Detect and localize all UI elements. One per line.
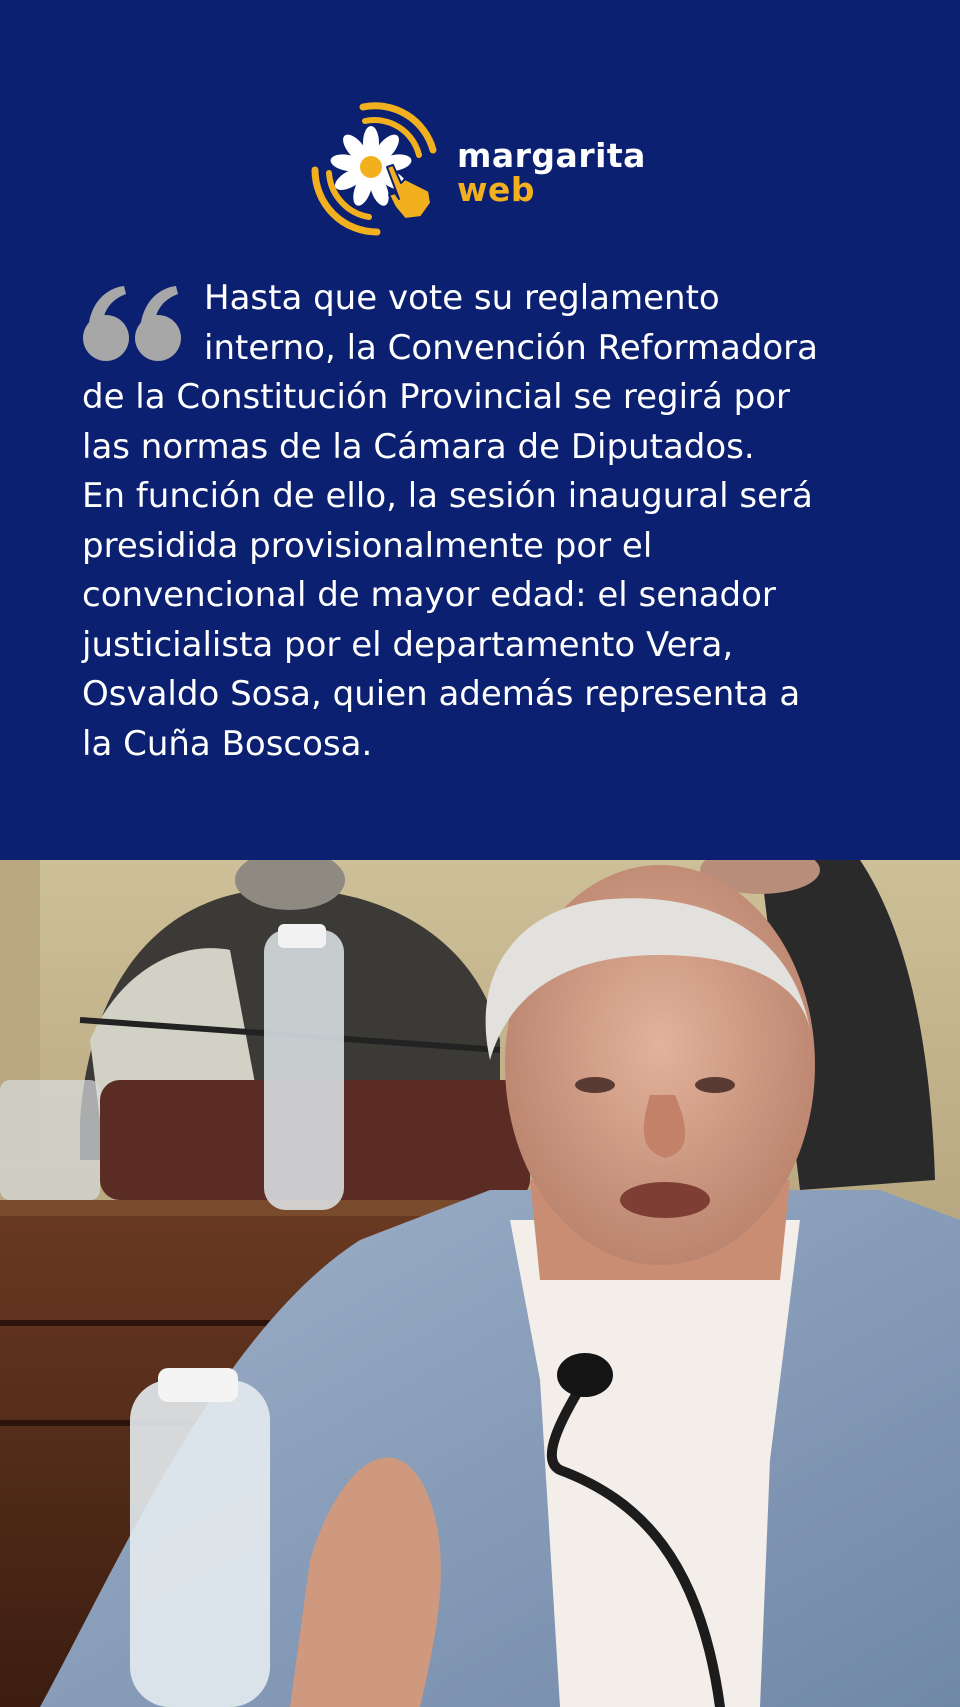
quote-line: En función de ello, la sesión inaugural será <box>82 476 813 516</box>
daisy-logo-icon <box>305 95 445 240</box>
speaker-photo <box>0 860 960 1707</box>
quote-text <box>82 274 882 769</box>
quote-line: presidida provisionalmente por el <box>82 525 653 566</box>
quote-line: Osvaldo Sosa, quien además representa a <box>82 674 801 714</box>
quote-line: justicialista por el departamento Vera, <box>82 624 734 665</box>
quote-line: Hasta que vote su reglamento <box>204 278 720 318</box>
brand-name-line2: web <box>457 170 535 209</box>
brand-logo[interactable] <box>305 95 665 245</box>
quote-line: las normas de la Cámara de Diputados. <box>82 426 755 467</box>
quote-line: interno, la Convención Reformadora <box>204 327 818 368</box>
quote-line: la Cuña Boscosa. <box>82 723 373 764</box>
quote-line: de la Constitución Provincial se regirá por <box>82 377 791 417</box>
quote-line: convencional de mayor edad: el senador <box>82 575 776 615</box>
brand-name-line1: margarita <box>457 136 646 175</box>
